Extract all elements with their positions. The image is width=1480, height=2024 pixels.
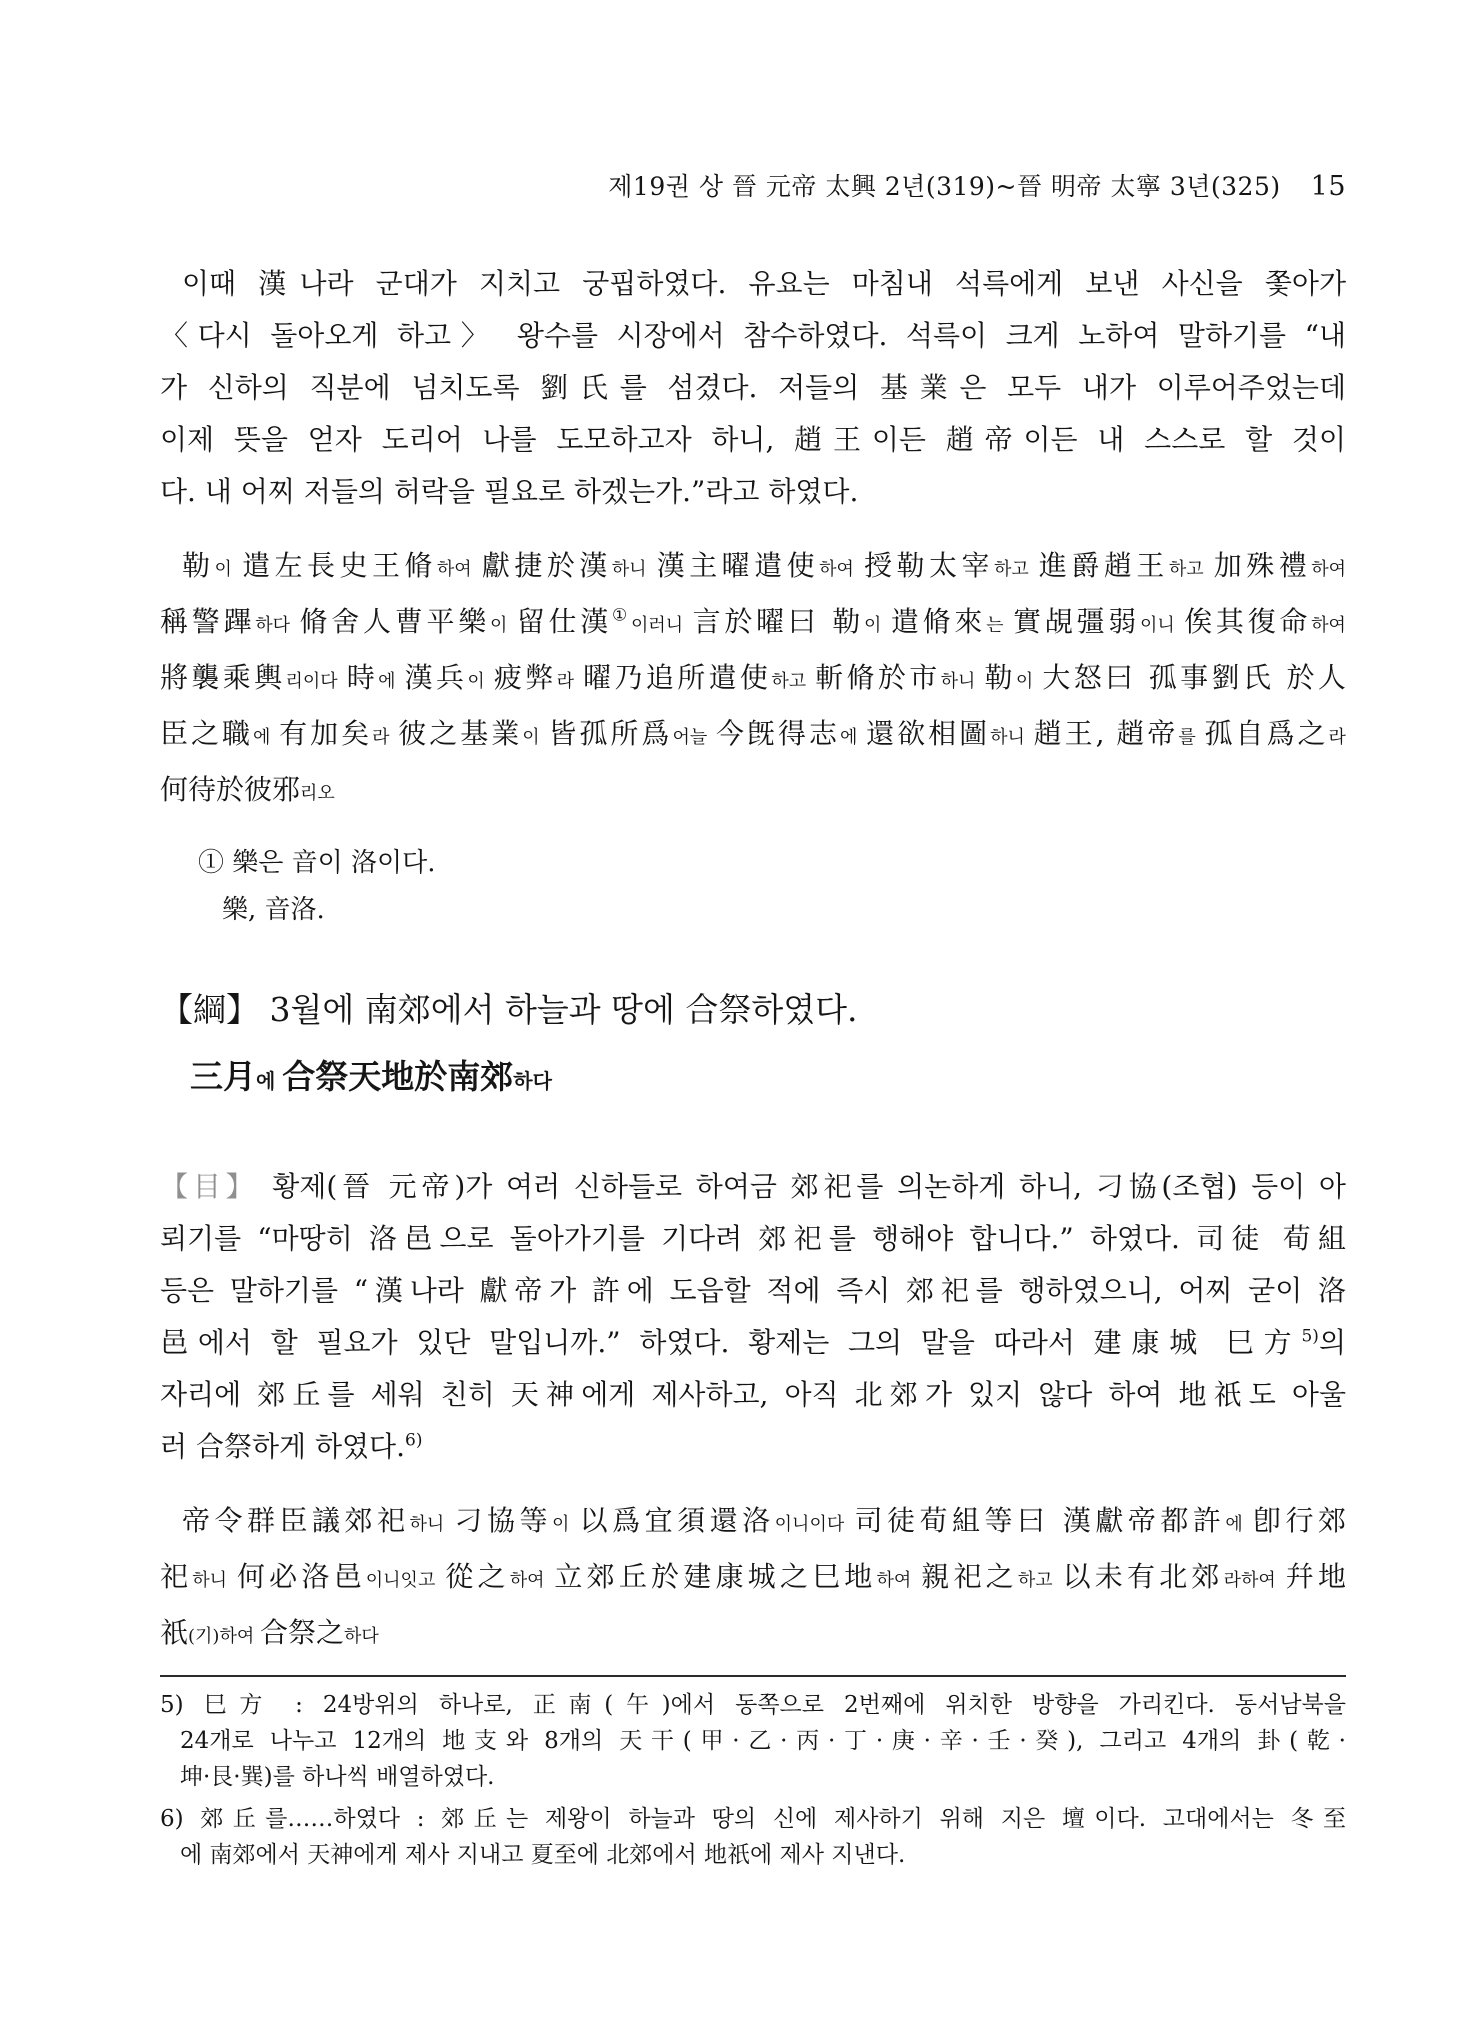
footnote-line: 24개로 나누고 12개의 地支와 8개의 天干(甲·乙·丙·丁·庚·辛·壬·癸), 그리고 4개의 卦(乾· [180, 1728, 1346, 1754]
footnote-line: 에 南郊에서 天神에게 제사 지내고 夏至에 北郊에서 地祇에 제사 지낸다. [180, 1842, 906, 1868]
mok-line: 邑에서 할 필요가 있단 말입니까.” 하였다. 황제는 그의 말을 따라서 建康城 巳方$^{5)}$의 [160, 1326, 1346, 1359]
hanmun-line: 祇(기)하여 合祭之하다 [160, 1616, 379, 1649]
hanmun-line: 稱警蹕하다 脩舍人曹平樂이 留仕漢①이러니 言於曜曰 勒이 遣脩來는 實覘彊弱이니 俟其復命하여 [160, 605, 1346, 638]
mok-paragraph [160, 1161, 1346, 1473]
translation-line: 〈다시 돌아오게 하고〉 왕수를 시장에서 참수하였다. 석륵이 크게 노하여 말하기를 “내 [160, 319, 1346, 352]
footnote-line: 坤·艮·巽)를 하나씩 배열하였다. [180, 1764, 495, 1790]
note-line: ① 樂은 音이 洛이다. [198, 848, 436, 878]
hanmun-line: 祀하니 何必洛邑이니잇고 從之하여 立郊丘於建康城之巳地하여 親祀之하고 以未有北郊라하여 幷地 [160, 1560, 1346, 1593]
hanmun-line: 臣之職에 有加矣라 彼之基業이 皆孤所爲어늘 今旣得志에 還欲相圖하니 趙王, 趙帝를 孤自爲之라 [160, 717, 1346, 750]
footnote-6 [160, 1801, 1346, 1873]
translation-line: 이제 뜻을 얻자 도리어 나를 도모하고자 하니, 趙王이든 趙帝이든 내 스스로 할 것이 [160, 423, 1346, 456]
note-line: 樂, 音洛. [222, 895, 325, 925]
mok-line: 자리에 郊丘를 세워 친히 天神에게 제사하고, 아직 北郊가 있지 않다 하여 地祇도 아울 [160, 1378, 1346, 1411]
pronunciation-note [160, 840, 1346, 934]
translation-line: 가 신하의 직분에 넘치도록 劉氏를 섬겼다. 저들의 基業은 모두 내가 이루어주었는데 [160, 371, 1346, 404]
hanmun-block-1 [160, 540, 1346, 820]
footnote-line: 6) 郊丘를……하였다 : 郊丘는 제왕이 하늘과 땅의 신에 제사하기 위해 지은 壇이다. 고대에서는 冬至 [160, 1806, 1346, 1832]
translation-line: 다. 내 어찌 저들의 허락을 필요로 하겠는가.”라고 하였다. [160, 475, 859, 508]
translation-paragraph [160, 258, 1346, 518]
hanmun-block-2 [160, 1495, 1346, 1663]
hanmun-line: 帝令群臣議郊祀하니 刁協等이 以爲宜須還洛이니이다 司徒荀組等曰 漢獻帝都許에 卽行郊 [182, 1504, 1346, 1537]
gang-hanmun-line: 三月에 合祭天地於南郊하다 [190, 1057, 552, 1096]
running-head [160, 172, 1346, 202]
running-head-title: 제19권 상 晉 元帝 太興 2년(319)~晉 明帝 太寧 3년(325) [608, 172, 1281, 201]
gang-heading [160, 982, 1346, 1037]
translation-line: 이때 漢나라 군대가 지치고 궁핍하였다. 유요는 마침내 석륵에게 보낸 사신을 쫓아가 [182, 267, 1346, 300]
gang-hanmun-heading [160, 1049, 1346, 1109]
mok-line: 【目】 황제(晉 元帝)가 여러 신하들로 하여금 郊祀를 의논하게 하니, 刁協(조협) 등이 아 [160, 1170, 1346, 1203]
mok-line: 등은 말하기를 “漢나라 獻帝가 許에 도읍할 적에 즉시 郊祀를 행하였으니, 어찌 굳이 洛 [160, 1274, 1346, 1307]
page-number: 15 [1310, 171, 1346, 202]
hanmun-line: 將襲乘輿리이다 時에 漢兵이 疲弊라 曜乃追所遣使하고 斬脩於市하니 勒이 大怒曰 孤事劉氏 於人 [160, 661, 1346, 694]
footnote-line: 5) 巳方 : 24방위의 하나로, 正南(午)에서 동쪽으로 2번째에 위치한 방향을 가리킨다. 동서남북을 [160, 1692, 1346, 1718]
mok-line: 러 合祭하게 하였다.$^{6)}$ [160, 1430, 423, 1463]
gang-heading-line: 【綱】 3월에 南郊에서 하늘과 땅에 合祭하였다. [160, 990, 858, 1029]
hanmun-line: 何待於彼邪리오 [160, 773, 335, 806]
page-content [160, 0, 1346, 1873]
footnote-divider [160, 1675, 1346, 1677]
mok-line: 뢰기를 “마땅히 洛邑으로 돌아가기를 기다려 郊祀를 행해야 합니다.” 하였다. 司徒 荀組 [160, 1222, 1346, 1255]
hanmun-line: 勒이 遣左長史王脩하여 獻捷於漢하니 漢主曜遣使하여 授勒太宰하고 進爵趙王하고 加殊禮하여 [182, 549, 1346, 582]
footnote-5 [160, 1687, 1346, 1795]
